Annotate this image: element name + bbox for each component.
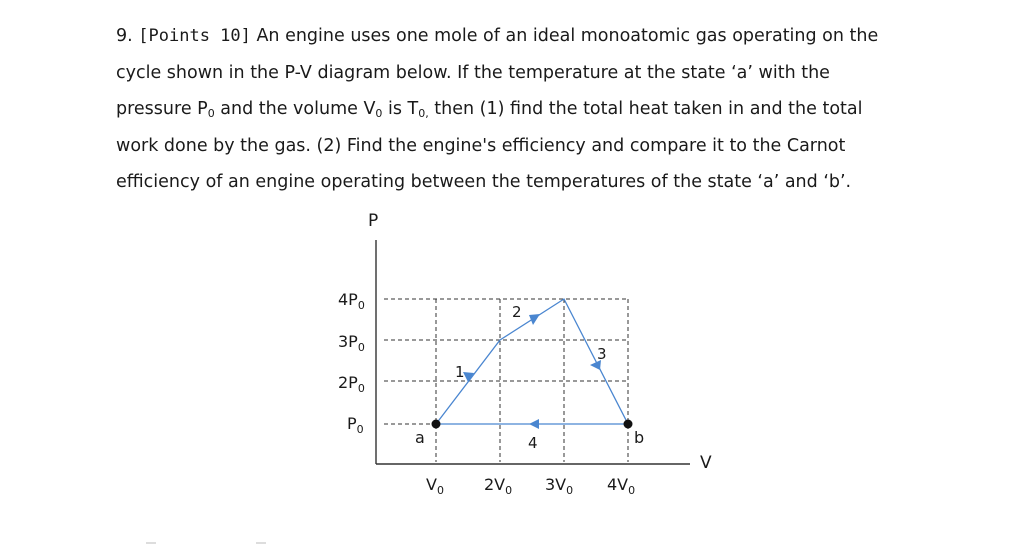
line3-sub-3: 0, [418, 107, 429, 120]
line3-sub-2: 0 [375, 107, 383, 120]
problem-line-1-text: An engine uses one mole of an ideal monoatomic gas operating on the [256, 26, 879, 46]
segment-label-4: 4 [528, 434, 538, 452]
problem-number: 9. [116, 26, 133, 46]
p-tick-2p: $2P_0$ [338, 373, 365, 395]
segment-label-1: 1 [455, 363, 465, 381]
arrow-segment-4 [529, 419, 539, 429]
p-axis-label: P [368, 211, 379, 231]
state-a-point [432, 420, 441, 429]
line3-part-d: then (1) find the total heat taken in and the total [428, 99, 863, 119]
v-tick-labels [426, 475, 635, 497]
state-b-point [624, 420, 633, 429]
points-label: [Points 10] [138, 26, 251, 46]
problem-line-2: cycle shown in the P-V diagram below. If the temperature at the state ‘a’ with the [116, 62, 830, 83]
arrow-segment-2 [529, 314, 540, 325]
problem-line-5: efficiency of an engine operating between the temperatures of the state ‘a’ and ‘b’. [116, 172, 852, 192]
segment-labels [455, 303, 607, 452]
line3-part-a: pressure P [116, 99, 208, 119]
v-tick-2v: $2V_0$ [484, 475, 513, 497]
v-tick-v: $V_0$ [426, 475, 444, 497]
segment-label-3: 3 [597, 345, 607, 363]
line3-part-b: and the volume V [214, 99, 376, 119]
p-tick-p: $P_0$ [347, 414, 364, 436]
problem-line-4: work done by the gas. (2) Find the engine's efficiency and compare it to the Carnot [116, 135, 846, 156]
v-tick-4v: $4V_0$ [607, 475, 636, 497]
line3-sub-1: 0 [207, 107, 215, 120]
p-tick-labels [338, 290, 365, 436]
v-tick-3v: $3V_0$ [545, 475, 574, 497]
p-tick-3p: $3P_0$ [338, 332, 365, 354]
state-b-label: b [634, 428, 645, 447]
p-tick-4p: $4P_0$ [338, 290, 365, 312]
line3-part-c: is T [382, 99, 419, 119]
segment-label-2: 2 [512, 303, 522, 321]
state-a-label: a [415, 428, 425, 447]
v-axis-label: V [700, 453, 712, 473]
